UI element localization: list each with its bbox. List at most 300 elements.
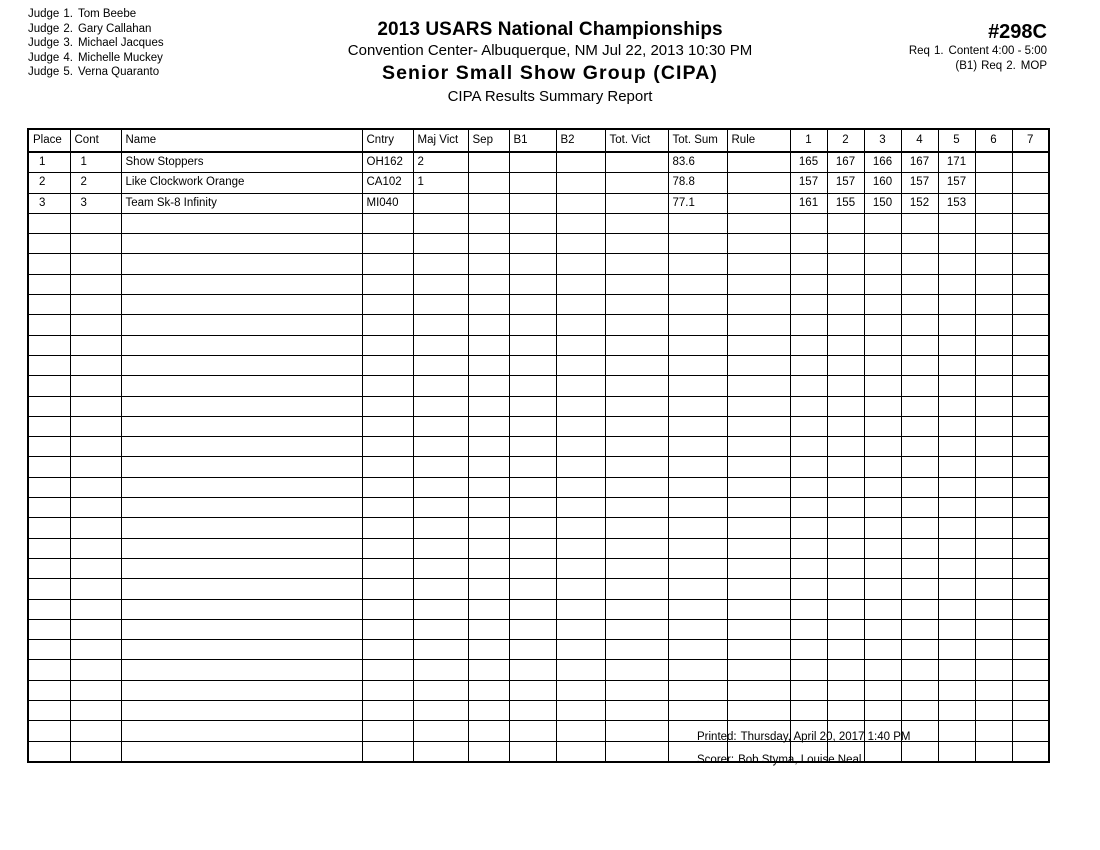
cell-j1-empty: [790, 640, 827, 660]
cell-tot_vict: [605, 193, 668, 213]
cell-place-empty: [28, 660, 70, 680]
event-title: 2013 USARS National Championships: [377, 19, 723, 40]
cell-tot_sum-empty: [668, 396, 727, 416]
cell-tot_sum-empty: [668, 538, 727, 558]
cell-j5-empty: [938, 579, 975, 599]
cell-cntry-empty: [362, 619, 413, 639]
cell-tot_vict-empty: [605, 498, 668, 518]
cell-place-empty: [28, 437, 70, 457]
column-header-j5: 5: [938, 129, 975, 152]
cell-place-empty: [28, 355, 70, 375]
cell-maj_vict-empty: [413, 376, 468, 396]
cell-j3-empty: [864, 437, 901, 457]
cell-j4-empty: [901, 335, 938, 355]
cell-tot_sum-empty: [668, 437, 727, 457]
judge-name: Gary Callahan: [77, 22, 152, 35]
report-subtitle: CIPA Results Summary Report: [447, 88, 653, 105]
cell-name-empty: [121, 518, 362, 538]
cell-tot_sum-empty: [668, 660, 727, 680]
cell-j4-empty: [901, 558, 938, 578]
column-header-sep: Sep: [468, 129, 509, 152]
cell-j3: 150: [864, 193, 901, 213]
cell-j2-empty: [827, 498, 864, 518]
cell-maj_vict-empty: [413, 680, 468, 700]
cell-b1-empty: [509, 437, 556, 457]
cell-j1-empty: [790, 701, 827, 721]
cell-j1-empty: [790, 558, 827, 578]
cell-cont-empty: [70, 538, 121, 558]
cell-b2-empty: [556, 437, 605, 457]
cell-j7-empty: [1012, 477, 1049, 497]
cell-j2-empty: [827, 274, 864, 294]
cell-cont-empty: [70, 741, 121, 762]
cell-j2-empty: [827, 477, 864, 497]
table-row: [28, 152, 1049, 173]
cell-j6-empty: [975, 335, 1012, 355]
cell-j2-empty: [827, 295, 864, 315]
cell-rule-empty: [727, 295, 790, 315]
cell-j7-empty: [1012, 355, 1049, 375]
cell-j5: 157: [938, 173, 975, 193]
cell-b2-empty: [556, 680, 605, 700]
cell-name-empty: [121, 234, 362, 254]
cell-place-empty: [28, 274, 70, 294]
cell-j7-empty: [1012, 234, 1049, 254]
cell-name-empty: [121, 680, 362, 700]
cell-b1-empty: [509, 558, 556, 578]
table-row-empty: [28, 295, 1049, 315]
cell-cont-empty: [70, 416, 121, 436]
cell-tot_vict-empty: [605, 579, 668, 599]
cell-b2-empty: [556, 599, 605, 619]
cell-sep-empty: [468, 579, 509, 599]
cell-j3-empty: [864, 660, 901, 680]
requirement-prefix: (B1): [955, 59, 978, 72]
results-table: [27, 128, 1050, 763]
cell-j6-empty: [975, 498, 1012, 518]
cell-cntry-empty: [362, 579, 413, 599]
cell-rule-empty: [727, 274, 790, 294]
cell-j1-empty: [790, 376, 827, 396]
cell-j6-empty: [975, 396, 1012, 416]
cell-name-empty: [121, 558, 362, 578]
cell-b1-empty: [509, 660, 556, 680]
cell-rule-empty: [727, 599, 790, 619]
cell-b1-empty: [509, 477, 556, 497]
cell-j2-empty: [827, 558, 864, 578]
judge-label: Judge: [28, 8, 60, 20]
cell-tot_sum-empty: [668, 274, 727, 294]
cell-j3-empty: [864, 518, 901, 538]
column-header-j4: 4: [901, 129, 938, 152]
cell-j4: 157: [901, 173, 938, 193]
cell-j3-empty: [864, 701, 901, 721]
cell-j5: 153: [938, 193, 975, 213]
cell-cntry-empty: [362, 477, 413, 497]
cell-b2: [556, 152, 605, 173]
cell-j4-empty: [901, 498, 938, 518]
cell-rule-empty: [727, 315, 790, 335]
cell-maj_vict: 2: [413, 152, 468, 173]
cell-j5-empty: [938, 680, 975, 700]
cell-j6-empty: [975, 619, 1012, 639]
cell-tot_vict-empty: [605, 721, 668, 741]
cell-j2-empty: [827, 640, 864, 660]
cell-j4-empty: [901, 518, 938, 538]
cell-sep-empty: [468, 457, 509, 477]
cell-j2: 157: [827, 173, 864, 193]
cell-j4-empty: [901, 234, 938, 254]
cell-cntry-empty: [362, 295, 413, 315]
cell-b1-empty: [509, 274, 556, 294]
cell-tot_sum: 78.8: [668, 173, 727, 193]
cell-tot_sum-empty: [668, 234, 727, 254]
cell-sep-empty: [468, 376, 509, 396]
cell-sep-empty: [468, 477, 509, 497]
cell-cont-empty: [70, 640, 121, 660]
cell-cntry-empty: [362, 518, 413, 538]
cell-b2-empty: [556, 254, 605, 274]
cell-cntry: OH162: [362, 152, 413, 173]
cell-j7-empty: [1012, 660, 1049, 680]
cell-j7-empty: [1012, 254, 1049, 274]
cell-sep-empty: [468, 254, 509, 274]
cell-j2-empty: [827, 416, 864, 436]
scorer-value: Bob Styma, Louise Neal: [738, 754, 862, 766]
cell-j7-empty: [1012, 315, 1049, 335]
cell-j6-empty: [975, 254, 1012, 274]
cell-j7-empty: [1012, 599, 1049, 619]
cell-rule-empty: [727, 619, 790, 639]
table-row-empty: [28, 254, 1049, 274]
cell-b1-empty: [509, 680, 556, 700]
cell-sep-empty: [468, 213, 509, 233]
cell-tot_vict-empty: [605, 640, 668, 660]
cell-j5-empty: [938, 477, 975, 497]
cell-tot_sum-empty: [668, 254, 727, 274]
cell-b1-empty: [509, 518, 556, 538]
cell-j6-empty: [975, 355, 1012, 375]
cell-b1: [509, 152, 556, 173]
requirement-word: Req: [908, 45, 930, 57]
cell-sep-empty: [468, 680, 509, 700]
cell-b2-empty: [556, 315, 605, 335]
cell-cont-empty: [70, 660, 121, 680]
cell-b1-empty: [509, 579, 556, 599]
cell-sep-empty: [468, 498, 509, 518]
requirements-list: [905, 44, 1047, 73]
cell-tot_sum-empty: [668, 335, 727, 355]
cell-j2: 155: [827, 193, 864, 213]
cell-tot_vict-empty: [605, 477, 668, 497]
cell-j4-empty: [901, 457, 938, 477]
cell-j7-empty: [1012, 680, 1049, 700]
cell-rule-empty: [727, 660, 790, 680]
cell-name-empty: [121, 416, 362, 436]
cell-name-empty: [121, 396, 362, 416]
cell-j3-empty: [864, 254, 901, 274]
cell-j6-empty: [975, 538, 1012, 558]
column-header-j6: 6: [975, 129, 1012, 152]
cell-maj_vict-empty: [413, 234, 468, 254]
cell-cntry-empty: [362, 660, 413, 680]
cell-sep-empty: [468, 315, 509, 335]
cell-j6: [975, 193, 1012, 213]
cell-place: 1: [28, 152, 70, 173]
cell-place-empty: [28, 640, 70, 660]
cell-j4-empty: [901, 396, 938, 416]
cell-sep-empty: [468, 640, 509, 660]
cell-j3: 160: [864, 173, 901, 193]
printed-label: Printed:: [697, 731, 737, 743]
cell-cntry-empty: [362, 254, 413, 274]
cell-place-empty: [28, 518, 70, 538]
cell-b1-empty: [509, 741, 556, 762]
cell-j1-empty: [790, 213, 827, 233]
cell-j4-empty: [901, 640, 938, 660]
cell-tot_vict: [605, 173, 668, 193]
cell-maj_vict-empty: [413, 558, 468, 578]
cell-tot_vict-empty: [605, 234, 668, 254]
cell-j3-empty: [864, 396, 901, 416]
cell-tot_vict-empty: [605, 457, 668, 477]
cell-tot_sum-empty: [668, 619, 727, 639]
cell-cont-empty: [70, 274, 121, 294]
cell-place-empty: [28, 680, 70, 700]
requirement-text: MOP: [1020, 59, 1047, 72]
cell-b2-empty: [556, 335, 605, 355]
cell-j1-empty: [790, 396, 827, 416]
cell-j6: [975, 173, 1012, 193]
cell-maj_vict-empty: [413, 619, 468, 639]
cell-place-empty: [28, 579, 70, 599]
cell-j3-empty: [864, 640, 901, 660]
table-row-empty: [28, 437, 1049, 457]
cell-j4-empty: [901, 599, 938, 619]
cell-place-empty: [28, 741, 70, 762]
cell-name-empty: [121, 254, 362, 274]
cell-b1-empty: [509, 376, 556, 396]
column-header-b1: B1: [509, 129, 556, 152]
cell-sep-empty: [468, 660, 509, 680]
cell-b1-empty: [509, 295, 556, 315]
cell-b1-empty: [509, 254, 556, 274]
cell-b2-empty: [556, 721, 605, 741]
table-body: [28, 152, 1049, 762]
cell-j3-empty: [864, 213, 901, 233]
cell-j5-empty: [938, 660, 975, 680]
column-header-j7: 7: [1012, 129, 1049, 152]
judge-number: 3.: [63, 37, 73, 50]
cell-cntry-empty: [362, 538, 413, 558]
cell-rule-empty: [727, 518, 790, 538]
cell-j3-empty: [864, 234, 901, 254]
cell-maj_vict-empty: [413, 640, 468, 660]
table-row-empty: [28, 355, 1049, 375]
cell-cntry-empty: [362, 213, 413, 233]
cell-j5-empty: [938, 213, 975, 233]
cell-j5-empty: [938, 619, 975, 639]
cell-name-empty: [121, 579, 362, 599]
cell-maj_vict-empty: [413, 396, 468, 416]
judge-name: Tom Beebe: [77, 8, 137, 20]
cell-name-empty: [121, 335, 362, 355]
cell-place-empty: [28, 254, 70, 274]
cell-j2: 167: [827, 152, 864, 173]
cell-j7: [1012, 193, 1049, 213]
cell-place-empty: [28, 721, 70, 741]
judge-name: Michelle Muckey: [77, 51, 163, 64]
cell-maj_vict-empty: [413, 315, 468, 335]
cell-j1: 161: [790, 193, 827, 213]
cell-j6-empty: [975, 518, 1012, 538]
cell-cont-empty: [70, 619, 121, 639]
cell-tot_sum-empty: [668, 701, 727, 721]
cell-b1-empty: [509, 599, 556, 619]
requirement-index: 1.: [933, 45, 944, 57]
cell-cntry-empty: [362, 457, 413, 477]
table-row-empty: [28, 396, 1049, 416]
cell-b2-empty: [556, 416, 605, 436]
cell-maj_vict-empty: [413, 660, 468, 680]
cell-tot_sum: 83.6: [668, 152, 727, 173]
cell-j2-empty: [827, 396, 864, 416]
cell-b2-empty: [556, 274, 605, 294]
cell-cntry-empty: [362, 599, 413, 619]
cell-j5-empty: [938, 254, 975, 274]
table-row-empty: [28, 538, 1049, 558]
cell-tot_vict-empty: [605, 396, 668, 416]
cell-cont-empty: [70, 355, 121, 375]
cell-j2-empty: [827, 234, 864, 254]
cell-b2-empty: [556, 376, 605, 396]
cell-j7-empty: [1012, 416, 1049, 436]
scorer-line: [697, 749, 910, 772]
cell-j7-empty: [1012, 619, 1049, 639]
cell-cont: 2: [70, 173, 121, 193]
cell-b1-empty: [509, 234, 556, 254]
cell-j3-empty: [864, 619, 901, 639]
cell-cntry: CA102: [362, 173, 413, 193]
cell-j3-empty: [864, 599, 901, 619]
cell-cont-empty: [70, 234, 121, 254]
cell-name: Like Clockwork Orange: [121, 173, 362, 193]
cell-j6-empty: [975, 599, 1012, 619]
cell-place-empty: [28, 538, 70, 558]
cell-j3-empty: [864, 477, 901, 497]
cell-cntry-empty: [362, 376, 413, 396]
cell-j1-empty: [790, 619, 827, 639]
cell-j2-empty: [827, 538, 864, 558]
cell-name-empty: [121, 498, 362, 518]
cell-j2-empty: [827, 518, 864, 538]
cell-cntry-empty: [362, 335, 413, 355]
cell-tot_sum-empty: [668, 416, 727, 436]
cell-j1-empty: [790, 315, 827, 335]
cell-j1-empty: [790, 498, 827, 518]
cell-b1: [509, 193, 556, 213]
cell-j5-empty: [938, 274, 975, 294]
cell-sep-empty: [468, 416, 509, 436]
cell-tot_vict-empty: [605, 213, 668, 233]
judge-number: 5.: [63, 66, 73, 79]
cell-sep-empty: [468, 335, 509, 355]
cell-j6-empty: [975, 315, 1012, 335]
cell-maj_vict-empty: [413, 355, 468, 375]
requirements-panel: [905, 20, 1047, 73]
cell-j6-empty: [975, 741, 1012, 762]
cell-name-empty: [121, 599, 362, 619]
cell-j4-empty: [901, 416, 938, 436]
cell-cont-empty: [70, 213, 121, 233]
table-row-empty: [28, 376, 1049, 396]
cell-j4-empty: [901, 254, 938, 274]
cell-j3-empty: [864, 538, 901, 558]
cell-b2-empty: [556, 355, 605, 375]
column-header-name: Name: [121, 129, 362, 152]
cell-maj_vict-empty: [413, 721, 468, 741]
cell-sep-empty: [468, 355, 509, 375]
column-header-place: Place: [28, 129, 70, 152]
cell-j1-empty: [790, 295, 827, 315]
requirement-entry: [905, 59, 1047, 74]
division-title: Senior Small Show Group (CIPA): [382, 62, 718, 84]
cell-cntry-empty: [362, 274, 413, 294]
judge-name: Michael Jacques: [77, 37, 164, 50]
cell-b2-empty: [556, 518, 605, 538]
cell-j3-empty: [864, 335, 901, 355]
table-header-row: [28, 129, 1049, 152]
cell-j1-empty: [790, 477, 827, 497]
cell-cont-empty: [70, 437, 121, 457]
cell-j6-empty: [975, 457, 1012, 477]
cell-maj_vict-empty: [413, 701, 468, 721]
cell-cntry-empty: [362, 721, 413, 741]
cell-maj_vict-empty: [413, 599, 468, 619]
cell-b1-empty: [509, 498, 556, 518]
cell-name-empty: [121, 741, 362, 762]
cell-sep-empty: [468, 721, 509, 741]
column-header-rule: Rule: [727, 129, 790, 152]
cell-j7-empty: [1012, 457, 1049, 477]
cell-place-empty: [28, 234, 70, 254]
cell-place-empty: [28, 376, 70, 396]
cell-b2-empty: [556, 579, 605, 599]
column-header-j1: 1: [790, 129, 827, 152]
cell-place-empty: [28, 619, 70, 639]
cell-maj_vict-empty: [413, 437, 468, 457]
cell-j3: 166: [864, 152, 901, 173]
cell-tot_vict-empty: [605, 538, 668, 558]
cell-j2-empty: [827, 660, 864, 680]
cell-cont-empty: [70, 457, 121, 477]
event-venue-datetime: Convention Center- Albuquerque, NM Jul 22, 2013 10:30 PM: [347, 42, 753, 59]
cell-tot_vict-empty: [605, 355, 668, 375]
cell-j3-empty: [864, 315, 901, 335]
cell-tot_vict-empty: [605, 599, 668, 619]
cell-place-empty: [28, 599, 70, 619]
cell-tot_vict-empty: [605, 315, 668, 335]
table-row-empty: [28, 680, 1049, 700]
cell-j1-empty: [790, 335, 827, 355]
cell-j2-empty: [827, 437, 864, 457]
cell-b2-empty: [556, 660, 605, 680]
cell-j4-empty: [901, 295, 938, 315]
cell-j1-empty: [790, 274, 827, 294]
cell-cont-empty: [70, 558, 121, 578]
cell-b1-empty: [509, 701, 556, 721]
cell-cntry-empty: [362, 416, 413, 436]
